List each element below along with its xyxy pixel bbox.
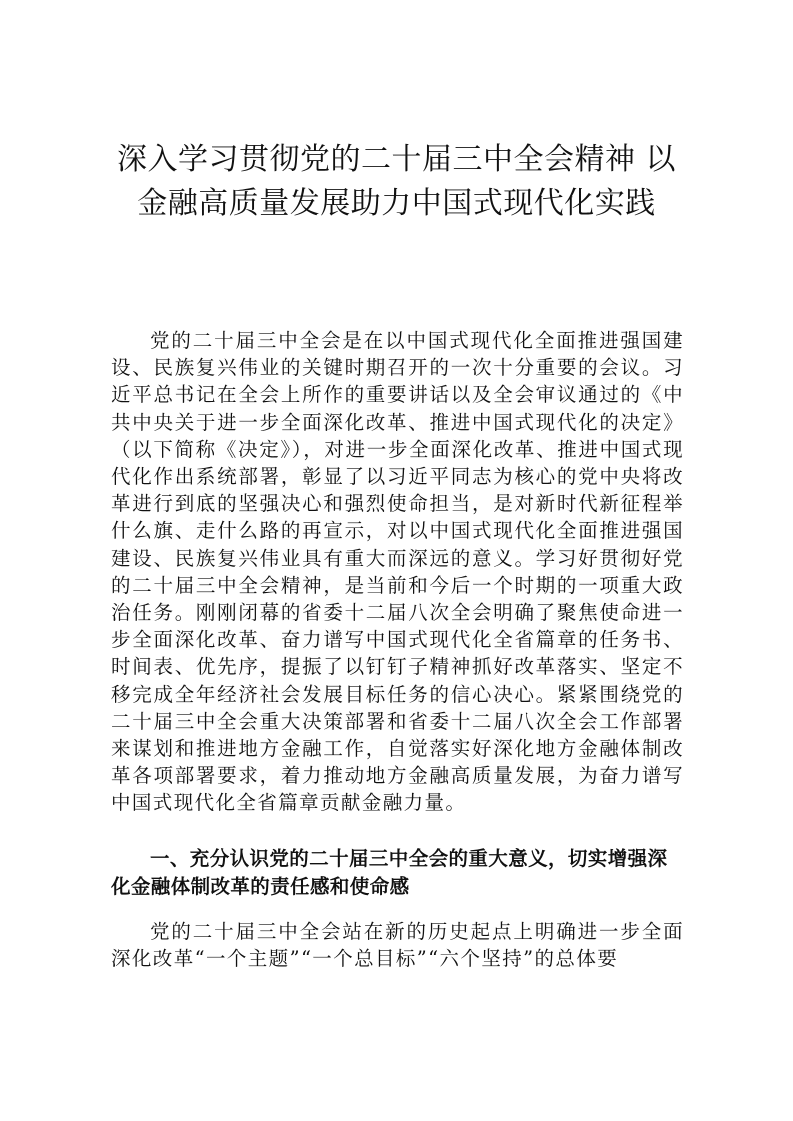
document-title: 深入学习贯彻党的二十届三中全会精神 以金融高质量发展助力中国式现代化实践 <box>116 142 677 221</box>
body-paragraph: 党的二十届三中全会站在新的历史起点上明确进一步全面深化改革“一个主题”“一个总目标”“六个坚持”的总体要 <box>111 920 684 971</box>
intro-paragraph: 党的二十届三中全会是在以中国式现代化全面推进强国建设、民族复兴伟业的关键时期召开的一次十分重要的会议。习近平总书记在全会上所作的重要讲话以及全会审议通过的《中共中央关于进一步全面深化改革、推进中国式现代化的决定》（以下简称《决定》），对进一步全面深化改革、推进中国式现代化作出系统部署，彰显了以习近平同志为核心的党中央将改革进行到底的坚强决心和强烈使命担当，是对新时代新征程举什么旗、走什么路的再宣示，对以中国式现代化全面推进强国建设、民族复兴伟业具有重大而深远的意义。学习好贯彻好党的二十届三中全会精神，是当前和今后一个时期的一项重大政治任务。刚刚闭幕的省委十二届八次全会明确了聚焦使命进一步全面深化改革、奋力谱写中国式现代化全省篇章的任务书、时间表、优先序，提振了以钉钉子精神抓好改革落实、坚定不移完成全年经济社会发展目标任务的信心决心。紧紧围绕党的二十届三中全会重大决策部署和省委十二届八次全会工作部署来谋划和推进地方金融工作，自觉落实好深化地方金融体制改革各项部署要求，着力推动地方金融高质量发展，为奋力谱写中国式现代化全省篇章贡献金融力量。 <box>111 329 684 815</box>
section-heading: 一、充分认识党的二十届三中全会的重大意义，切实增强深化金融体制改革的责任感和使命感 <box>111 847 668 898</box>
